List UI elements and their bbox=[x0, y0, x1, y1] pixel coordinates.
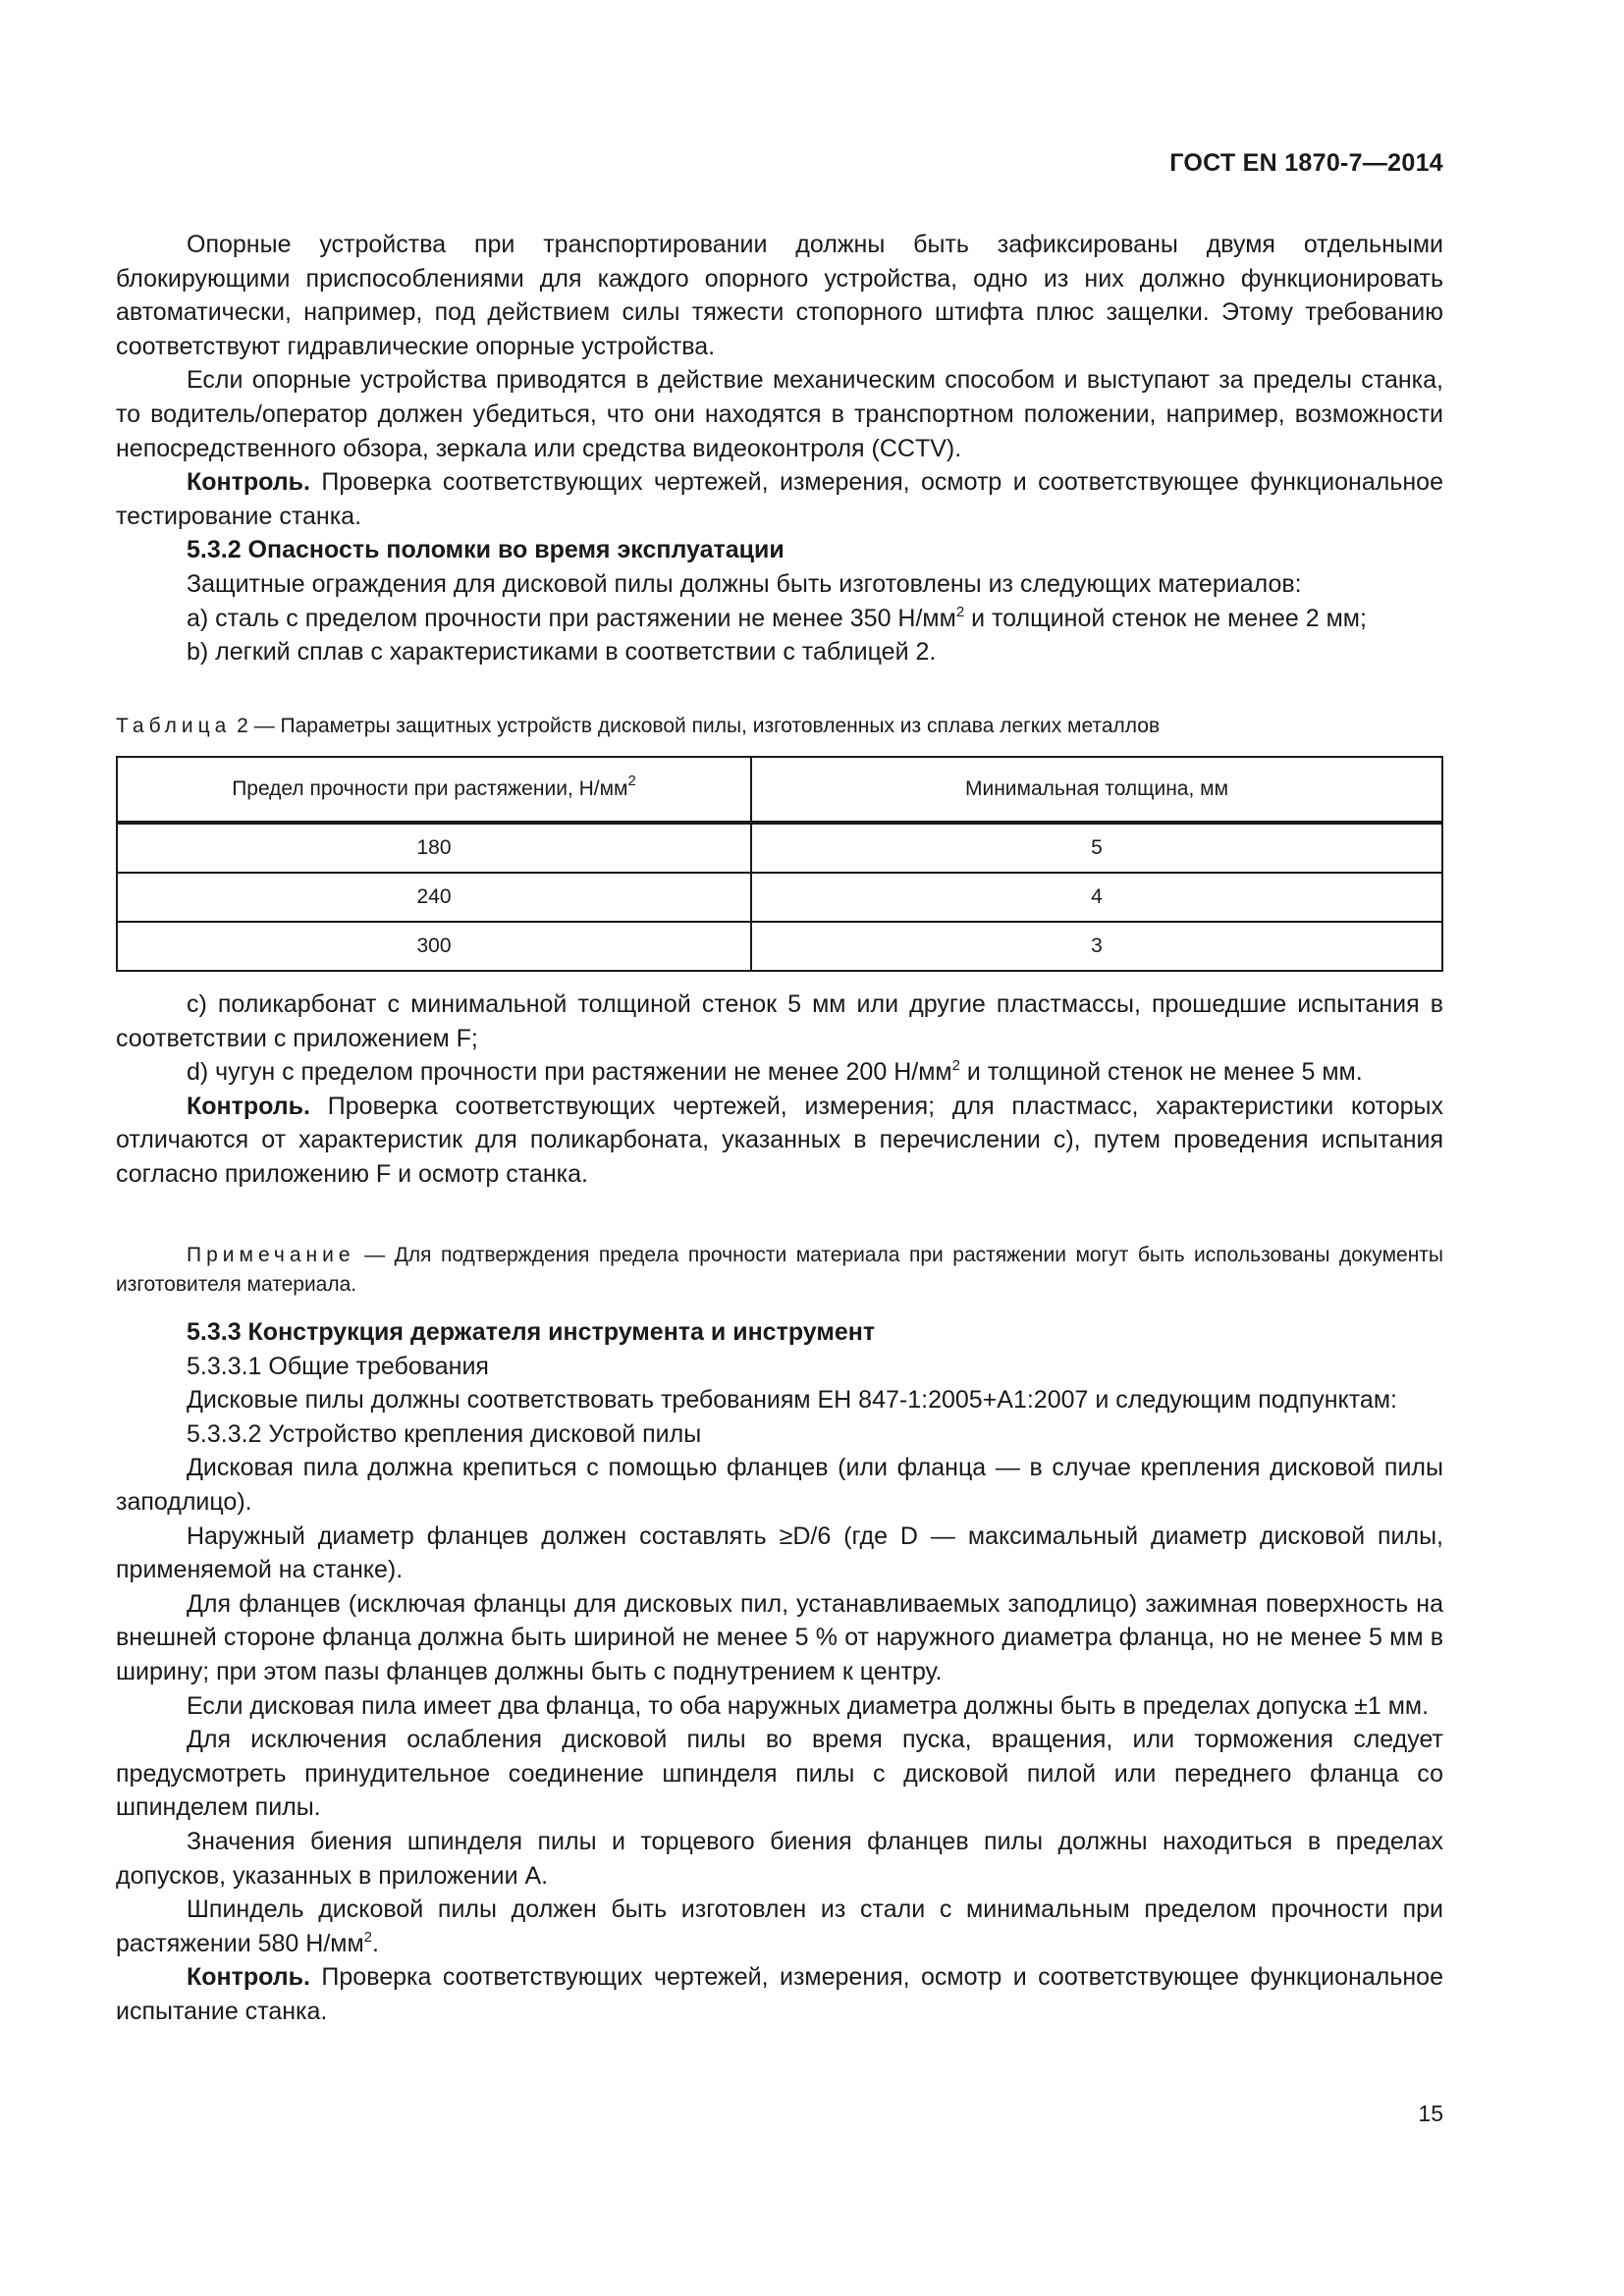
document-page bbox=[116, 0, 1443, 2296]
paragraph-guard-materials: Защитные ограждения для дисковой пилы должны быть изготовлены из следующих материалов: bbox=[187, 569, 1302, 598]
table-header-row bbox=[117, 757, 1442, 823]
control-text: Проверка соответствующих чертежей, измерения; для пластмасс, характеристики которых отличаются от характеристик для поликарбоната, указанных в перечислении c), путем проведения испытания согласно приложению F и осмотр станка. bbox=[116, 1092, 1443, 1188]
paragraph-flange-diameter: Наружный диаметр фланцев должен составлять ≥D/6 (где D — максимальный диаметр дисковой пилы, применяемой на станке). bbox=[116, 1522, 1443, 1584]
note-text: — Для подтверждения предела прочности материала при растяжении могут быть использованы документы изготовителя материала. bbox=[116, 1244, 1443, 1296]
control-label: Контроль. bbox=[187, 468, 310, 497]
spindle-text: Шпиндель дисковой пилы должен быть изготовлен из стали с минимальным пределом прочности при растяжении 580 Н/мм bbox=[116, 1896, 1443, 1957]
item-a-text-end: и толщиной стенок не менее 2 мм; bbox=[964, 604, 1367, 632]
column-header-strength-text: Предел прочности при растяжении, Н/мм bbox=[232, 777, 628, 800]
table-row bbox=[117, 873, 1442, 922]
note-block bbox=[116, 1241, 1443, 1300]
note-label: Примечание bbox=[187, 1244, 355, 1266]
page-number: 15 bbox=[1418, 2101, 1443, 2126]
list-item-c: c) поликарбонат с минимальной толщиной стенок 5 мм или другие пластмассы, прошедшие испытания в соответствии с приложением F; bbox=[116, 990, 1443, 1052]
standard-code-header: ГОСТ EN 1870-7—2014 bbox=[1169, 149, 1443, 177]
cell-strength: 180 bbox=[117, 823, 751, 873]
paragraph-saw-requirements: Дисковые пилы должны соответствовать требованиям ЕН 847-1:2005+А1:2007 и следующим подпунктам: bbox=[187, 1386, 1397, 1415]
control-text: Проверка соответствующих чертежей, измерения, осмотр и соответствующее функциональное тестирование станка. bbox=[116, 468, 1443, 530]
cell-strength: 240 bbox=[117, 873, 751, 922]
column-header-thickness: Минимальная толщина, мм bbox=[751, 757, 1442, 823]
column-header-strength bbox=[117, 757, 751, 823]
control-label: Контроль. bbox=[187, 1092, 310, 1120]
control-text: Проверка соответствующих чертежей, измерения, осмотр и соответствующее функциональное испытание станка. bbox=[116, 1963, 1443, 2025]
spindle-superscript: 2 bbox=[363, 1928, 372, 1946]
paragraph-runout: Значения биения шпинделя пилы и торцевого биения фланцев пилы должны находиться в пределах допусков, указанных в приложении А. bbox=[116, 1827, 1443, 1890]
list-item-d bbox=[116, 1055, 1443, 1090]
paragraph-spindle-steel bbox=[116, 1893, 1443, 1960]
heading-5-3-3-2: 5.3.3.2 Устройство крепления дисковой пилы bbox=[187, 1419, 702, 1448]
heading-5-3-3: 5.3.3 Конструкция держателя инструмента и инструмент bbox=[187, 1318, 876, 1346]
list-item-b: b) легкий сплав с характеристиками в соответствии с таблицей 2. bbox=[187, 638, 937, 667]
item-d-superscript: 2 bbox=[951, 1057, 960, 1075]
paragraph-flange-mounting: Дисковая пила должна крепиться с помощью фланцев (или фланца — в случае крепления дисковой пилы заподлицо). bbox=[116, 1454, 1443, 1516]
paragraph-supports-locking: Опорные устройства при транспортировании должны быть зафиксированы двумя отдельными блокирующими приспособлениями для каждого опорного устройства, одно из них должно функционировать автоматически, например, под действием силы тяжести стопорного штифта плюс защелки. Этому требованию соответствуют гидравлические опорные устройства. bbox=[116, 231, 1443, 360]
paragraph-control-2 bbox=[116, 1090, 1443, 1192]
heading-5-3-3-1: 5.3.3.1 Общие требования bbox=[187, 1352, 489, 1380]
cell-thickness: 4 bbox=[751, 873, 1442, 922]
list-item-a bbox=[116, 602, 1443, 636]
table-caption-text: 2 — Параметры защитных устройств дисковой пилы, изготовленных из сплава легких металлов bbox=[231, 715, 1161, 737]
paragraph-two-flanges: Если дисковая пила имеет два фланца, то оба наружных диаметра должны быть в пределах допуска ±1 мм. bbox=[187, 1691, 1430, 1720]
table-row bbox=[117, 823, 1442, 873]
item-d-text: d) чугун с пределом прочности при растяжении не менее 200 Н/мм bbox=[187, 1058, 952, 1087]
paragraph-control-1 bbox=[116, 465, 1443, 533]
section-text-block-3 bbox=[116, 1315, 1443, 2028]
paragraph-clamping-surface: Для фланцев (исключая фланцы для дисковых пил, устанавливаемых заподлицо) зажимная поверхность на внешней стороне фланца должна быть шириной не менее 5 % от наружного диаметра фланца, но не менее 5 мм в ширину; при этом пазы фланцев должны быть с поднутрением к центру. bbox=[116, 1589, 1443, 1685]
item-a-superscript: 2 bbox=[955, 603, 965, 620]
table-row bbox=[117, 922, 1442, 971]
cell-thickness: 5 bbox=[751, 823, 1442, 873]
spindle-text-end: . bbox=[371, 1929, 379, 1957]
table-2 bbox=[116, 756, 1443, 972]
paragraph-positive-connection: Для исключения ослабления дисковой пилы во время пуска, вращения, или торможения следует предусмотреть принудительное соединение шпинделя пилы с дисковой пилой или переднего фланца со шпинделем пилы. bbox=[116, 1726, 1443, 1822]
column-header-strength-sup: 2 bbox=[627, 773, 636, 789]
table-caption-label: Таблица bbox=[116, 715, 232, 737]
section-text-block-2 bbox=[116, 988, 1443, 1192]
item-a-text: a) сталь с пределом прочности при растяжении не менее 350 Н/мм bbox=[187, 604, 956, 632]
paragraph-supports-mechanical: Если опорные устройства приводятся в действие механическим способом и выступают за пределы станка, то водитель/оператор должен убедиться, что они находятся в транспортном положении, например, возможности непосредственного обзора, зеркала или средства видеоконтроля (CCTV). bbox=[116, 366, 1443, 462]
section-text-block-1 bbox=[116, 228, 1443, 669]
cell-strength: 300 bbox=[117, 922, 751, 971]
heading-5-3-2: 5.3.2 Опасность поломки во время эксплуатации bbox=[187, 536, 785, 564]
item-d-text-end: и толщиной стенок не менее 5 мм. bbox=[959, 1058, 1363, 1087]
paragraph-control-3 bbox=[116, 1960, 1443, 2028]
cell-thickness: 3 bbox=[751, 922, 1442, 971]
control-label: Контроль. bbox=[187, 1963, 310, 1992]
table-caption bbox=[116, 715, 1160, 738]
